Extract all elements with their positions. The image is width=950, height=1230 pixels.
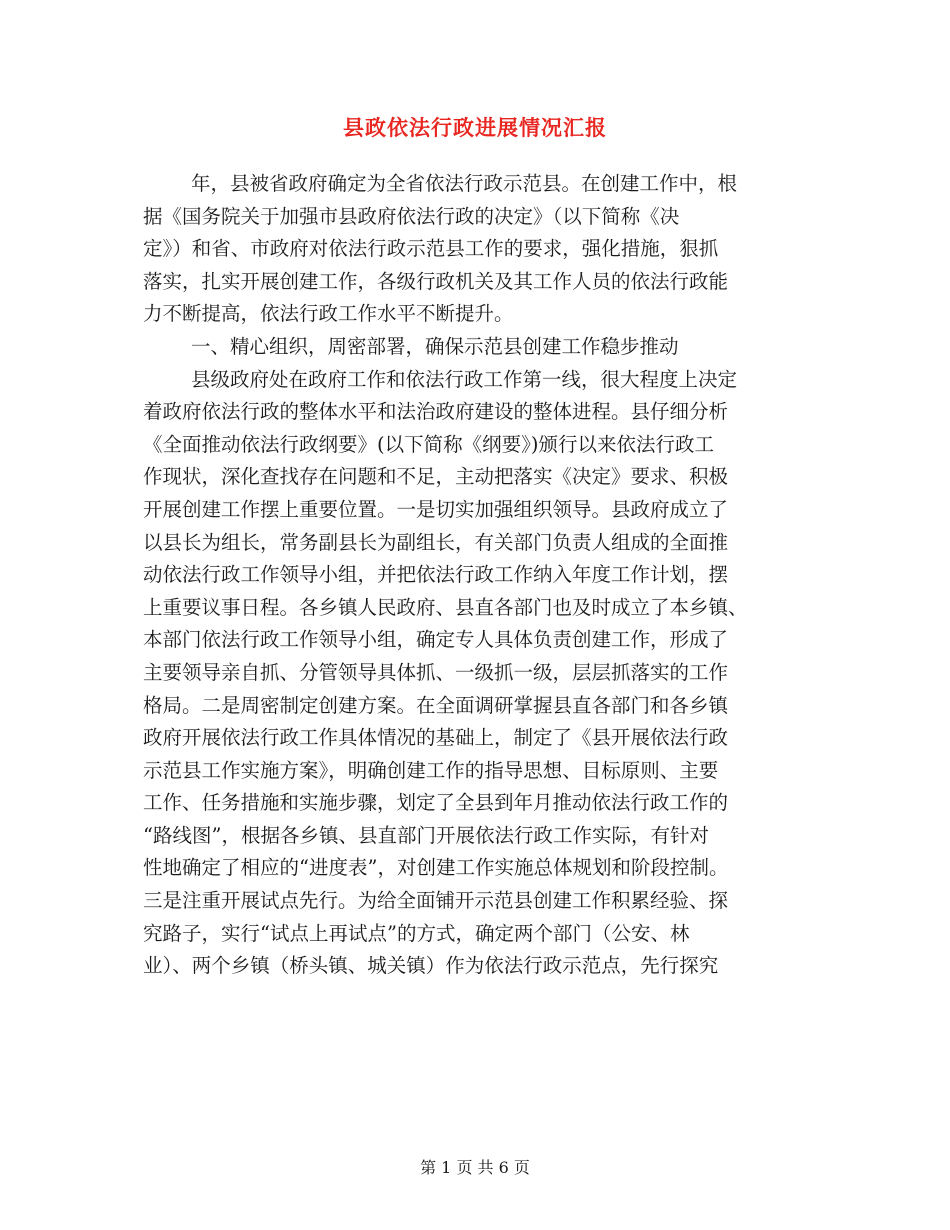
section-heading: 一、精心组织，周密部署，确保示范县创建工作稳步推动	[191, 334, 679, 358]
body-line: 主要领导亲自抓、分管领导具体抓、一级抓一级，层层抓落实的工作	[143, 660, 729, 684]
body-line: 着政府依法行政的整体水平和法治政府建设的整体进程。县仔细分析	[143, 400, 729, 424]
document-body	[143, 168, 811, 983]
body-line: “路线图”，根据各乡镇、县直部门开展依法行政工作实际，有针对	[143, 823, 709, 847]
body-line: 《全面推动依法行政纲要》(以下简称《纲要》)颁行以来依法行政工	[143, 432, 714, 456]
body-line: 业）、两个乡镇（桥头镇、城关镇）作为依法行政示范点，先行探究	[143, 954, 719, 978]
body-line: 工作、任务措施和实施步骤，划定了全县到年月推动依法行政工作的	[143, 791, 729, 815]
body-line: 本部门依法行政工作领导小组，确定专人具体负责创建工作，形成了	[143, 628, 729, 652]
document-title: 县政依法行政进展情况汇报	[343, 115, 607, 140]
body-line: 政府开展依法行政工作具体情况的基础上，制定了《县开展依法行政	[143, 726, 729, 750]
body-line: 落实，扎实开展创建工作，各级行政机关及其工作人员的依法行政能	[143, 269, 729, 293]
body-line: 据《国务院关于加强市县政府依法行政的决定》（以下简称《决	[143, 204, 680, 228]
page-footer: 第 1 页 共 6 页	[420, 1158, 530, 1177]
body-line: 三是注重开展试点先行。为给全面铺开示范县创建工作积累经验、探	[143, 889, 729, 913]
body-line: 力不断提高，依法行政工作水平不断提升。	[143, 302, 514, 326]
body-line: 定》）和省、市政府对依法行政示范县工作的要求，强化措施，狠抓	[143, 237, 719, 261]
body-line: 示范县工作实施方案》，明确创建工作的指导思想、目标原则、主要	[143, 758, 719, 782]
body-line: 以县长为组长，常务副县长为副组长，有关部门负责人组成的全面推	[143, 530, 729, 554]
body-line: 格局。二是周密制定创建方案。在全面调研掌握县直各部门和各乡镇	[143, 693, 729, 717]
body-line: 上重要议事日程。各乡镇人民政府、县直各部门也及时成立了本乡镇、	[143, 595, 748, 619]
body-line: 究路子，实行“试点上再试点”的方式，确定两个部门（公安、林	[143, 921, 690, 945]
body-line: 年，县被省政府确定为全省依法行政示范县。在创建工作中，根	[191, 172, 738, 195]
body-line: 开展创建工作摆上重要位置。一是切实加强组织领导。县政府成立了	[143, 497, 729, 521]
body-line: 作现状，深化查找存在问题和不足，主动把落实《决定》要求、积极	[143, 465, 729, 489]
body-line: 动依法行政工作领导小组，并把依法行政工作纳入年度工作计划，摆	[143, 563, 729, 587]
body-line: 县级政府处在政府工作和依法行政工作第一线，很大程度上决定	[191, 367, 738, 391]
body-line: 性地确定了相应的“进度表”，对创建工作实施总体规划和阶段控制。	[143, 856, 729, 880]
